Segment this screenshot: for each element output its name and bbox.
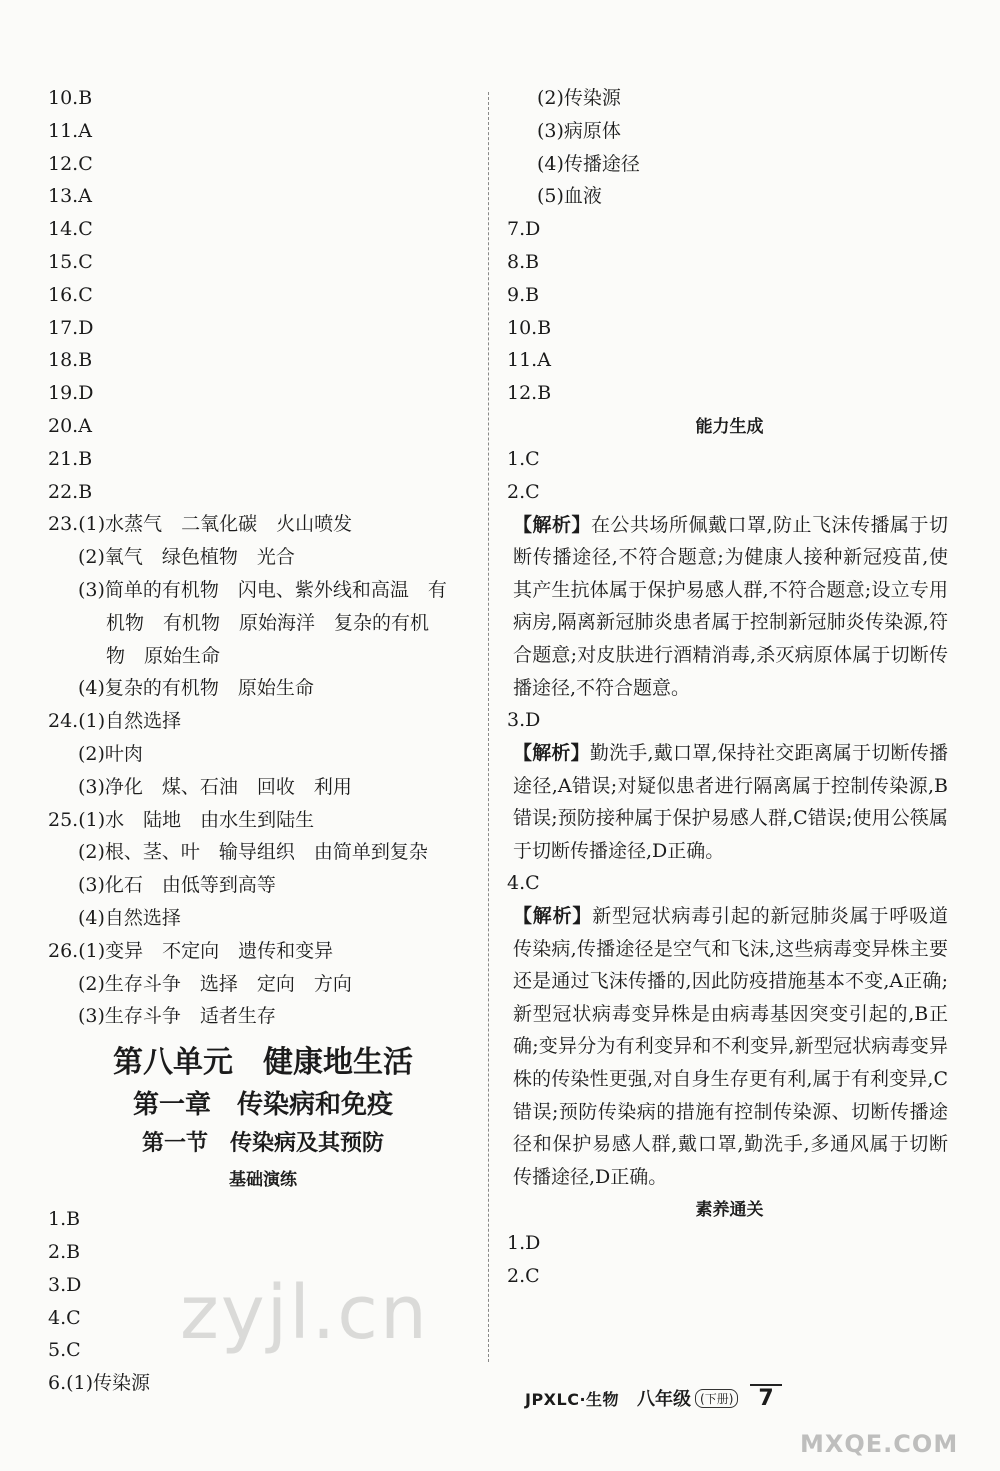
answer-line: 13.A (48, 185, 92, 208)
answer-line: 11.A (507, 349, 551, 372)
volume-badge: (下册) (695, 1389, 738, 1408)
question-26 (48, 935, 478, 1033)
answer-line: 6.(1)传染源 (48, 1372, 151, 1395)
answer-line: 2.C (507, 480, 540, 503)
answer-line: 10.B (507, 316, 552, 339)
column-divider (488, 92, 489, 1362)
answer-line: (4)自然选择 (78, 906, 181, 929)
answer-line: 24.(1)自然选择 (48, 710, 182, 733)
answer-line: (4)复杂的有机物 原始生命 (78, 677, 314, 700)
answer-line: 21.B (48, 447, 93, 470)
answer-line: (2)传染源 (537, 87, 621, 109)
analysis-tag: 【解析】 (513, 741, 590, 764)
answer-line: 1.C (507, 447, 540, 470)
analysis-paragraph (507, 509, 952, 705)
book-code: JPXLC·生物 (525, 1389, 620, 1409)
answer-line: 14.C (48, 218, 93, 241)
answer-line: 26.(1)变异 不定向 遗传和变异 (48, 939, 334, 962)
section-title: 第一节 传染病及其预防 (141, 1131, 384, 1157)
analysis-text: 在公共场所佩戴口罩,防止飞沫传播属于切断传播途径,不符合题意;为健康人接种新冠疫苗,使其产生抗体属于保护易感人群,不符合题意;设立专用病房,隔离新冠肺炎患者属于控制新冠肺炎传染源,符合题意;对皮肤进行酒精消毒,杀灭病原体属于切断传播途径,不符合题意。 (513, 513, 948, 699)
answer-line: 4.C (48, 1306, 81, 1329)
analysis-text: 勤洗手,戴口罩,保持社交距离属于切断传播途径,A错误;对疑似患者进行隔离属于控制传染源,B错误;预防接种属于保护易感人群,C错误;使用公筷属于切断传播途径,D正确。 (513, 741, 948, 862)
analysis-paragraph (507, 900, 952, 1193)
watermark-text: zyjl.cn (180, 1270, 429, 1356)
answer-line: 25.(1)水 陆地 由水生到陆生 (48, 808, 315, 831)
answer-line: 17.D (48, 316, 94, 339)
question-25 (48, 804, 478, 935)
ability-title: 能力生成 (695, 416, 764, 437)
analysis-text: 新型冠状病毒引起的新冠肺炎属于呼吸道传染病,传播途径是空气和飞沫,这些病毒变异株主要还是通过飞沫传播的,因此防疫措施基本不变,A正确;新型冠状病毒变异株是由病毒基因突变引起的,B正确;变异分为有利变异和不利变异,新型冠状病毒变异株的传染性更强,对自身生存更有利,属于有利变异,C错误;预防传染病的措施有控制传染源、切断传播途径和保护易感人群,戴口罩,勤洗手,多通风属于切断传播途径,D正确。 (513, 905, 948, 1188)
answer-line: 3.D (48, 1273, 82, 1296)
answer-line: (3)净化 煤、石油 回收 利用 (78, 775, 352, 798)
answer-line: 20.A (48, 414, 92, 437)
answer-line: (4)传播途径 (537, 152, 640, 175)
unit-title: 第八单元 健康地生活 (113, 1045, 413, 1081)
literacy-title: 素养通关 (695, 1200, 764, 1221)
answer-line: 12.B (507, 382, 552, 405)
answer-line: 2.B (48, 1240, 81, 1263)
basic-practice-title: 基础演练 (229, 1170, 297, 1191)
analysis-tag: 【解析】 (513, 513, 591, 536)
answer-line: (2)氧气 绿色植物 光合 (78, 546, 295, 569)
chapter-title: 第一章 传染病和免疫 (132, 1090, 393, 1121)
answer-line: 19.D (48, 382, 94, 405)
question-24 (48, 705, 478, 803)
answer-line: 23.(1)水蒸气 二氧化碳 火山喷发 (48, 513, 353, 536)
answer-line: 9.B (507, 283, 540, 306)
answer-line: 物 原始生命 (106, 644, 221, 667)
site-watermark: MXQE.COM (800, 1430, 959, 1458)
question-23 (48, 508, 478, 705)
answer-line: 1.D (507, 1232, 541, 1255)
left-column (48, 82, 478, 1400)
question-6-continued (507, 82, 952, 213)
answer-line: (3)病原体 (537, 119, 621, 142)
answer-line: (3)化石 由低等到高等 (78, 874, 276, 897)
answer-line: 10.B (48, 87, 93, 109)
answers-top-list (48, 82, 478, 508)
answer-line: 12.C (48, 152, 93, 175)
answer-line: 4.C (507, 872, 540, 895)
answer-line: 15.C (48, 250, 93, 273)
answer-line: (3)生存斗争 适者生存 (78, 1005, 276, 1028)
page-number: 7 (750, 1384, 781, 1412)
answers-list (507, 213, 952, 410)
page-footer (525, 1378, 965, 1418)
answer-line: 机物 有机物 原始海洋 复杂的有机 (106, 611, 430, 634)
answer-line: 2.C (507, 1265, 540, 1288)
answer-line: 1.B (48, 1208, 81, 1231)
analysis-paragraph (507, 737, 952, 867)
answer-line: (2)叶肉 (78, 742, 143, 765)
analysis-tag: 【解析】 (513, 905, 593, 928)
answer-line: (3)简单的有机物 闪电、紫外线和高温 有 (78, 578, 447, 601)
grade-label: 八年级 (637, 1389, 692, 1410)
answer-line: (2)根、茎、叶 输导组织 由简单到复杂 (78, 841, 428, 864)
answer-line: 8.B (507, 250, 540, 273)
answer-line: (2)生存斗争 选择 定向 方向 (78, 972, 352, 995)
answer-line: 18.B (48, 349, 93, 372)
right-column (507, 82, 952, 1293)
answer-line: 5.C (48, 1339, 81, 1362)
answer-line: (5)血液 (537, 185, 602, 208)
answer-line: 11.A (48, 119, 92, 142)
answer-line: 22.B (48, 480, 93, 503)
answer-line: 3.D (507, 709, 541, 732)
answer-line: 7.D (507, 218, 541, 241)
answer-line: 16.C (48, 283, 93, 306)
